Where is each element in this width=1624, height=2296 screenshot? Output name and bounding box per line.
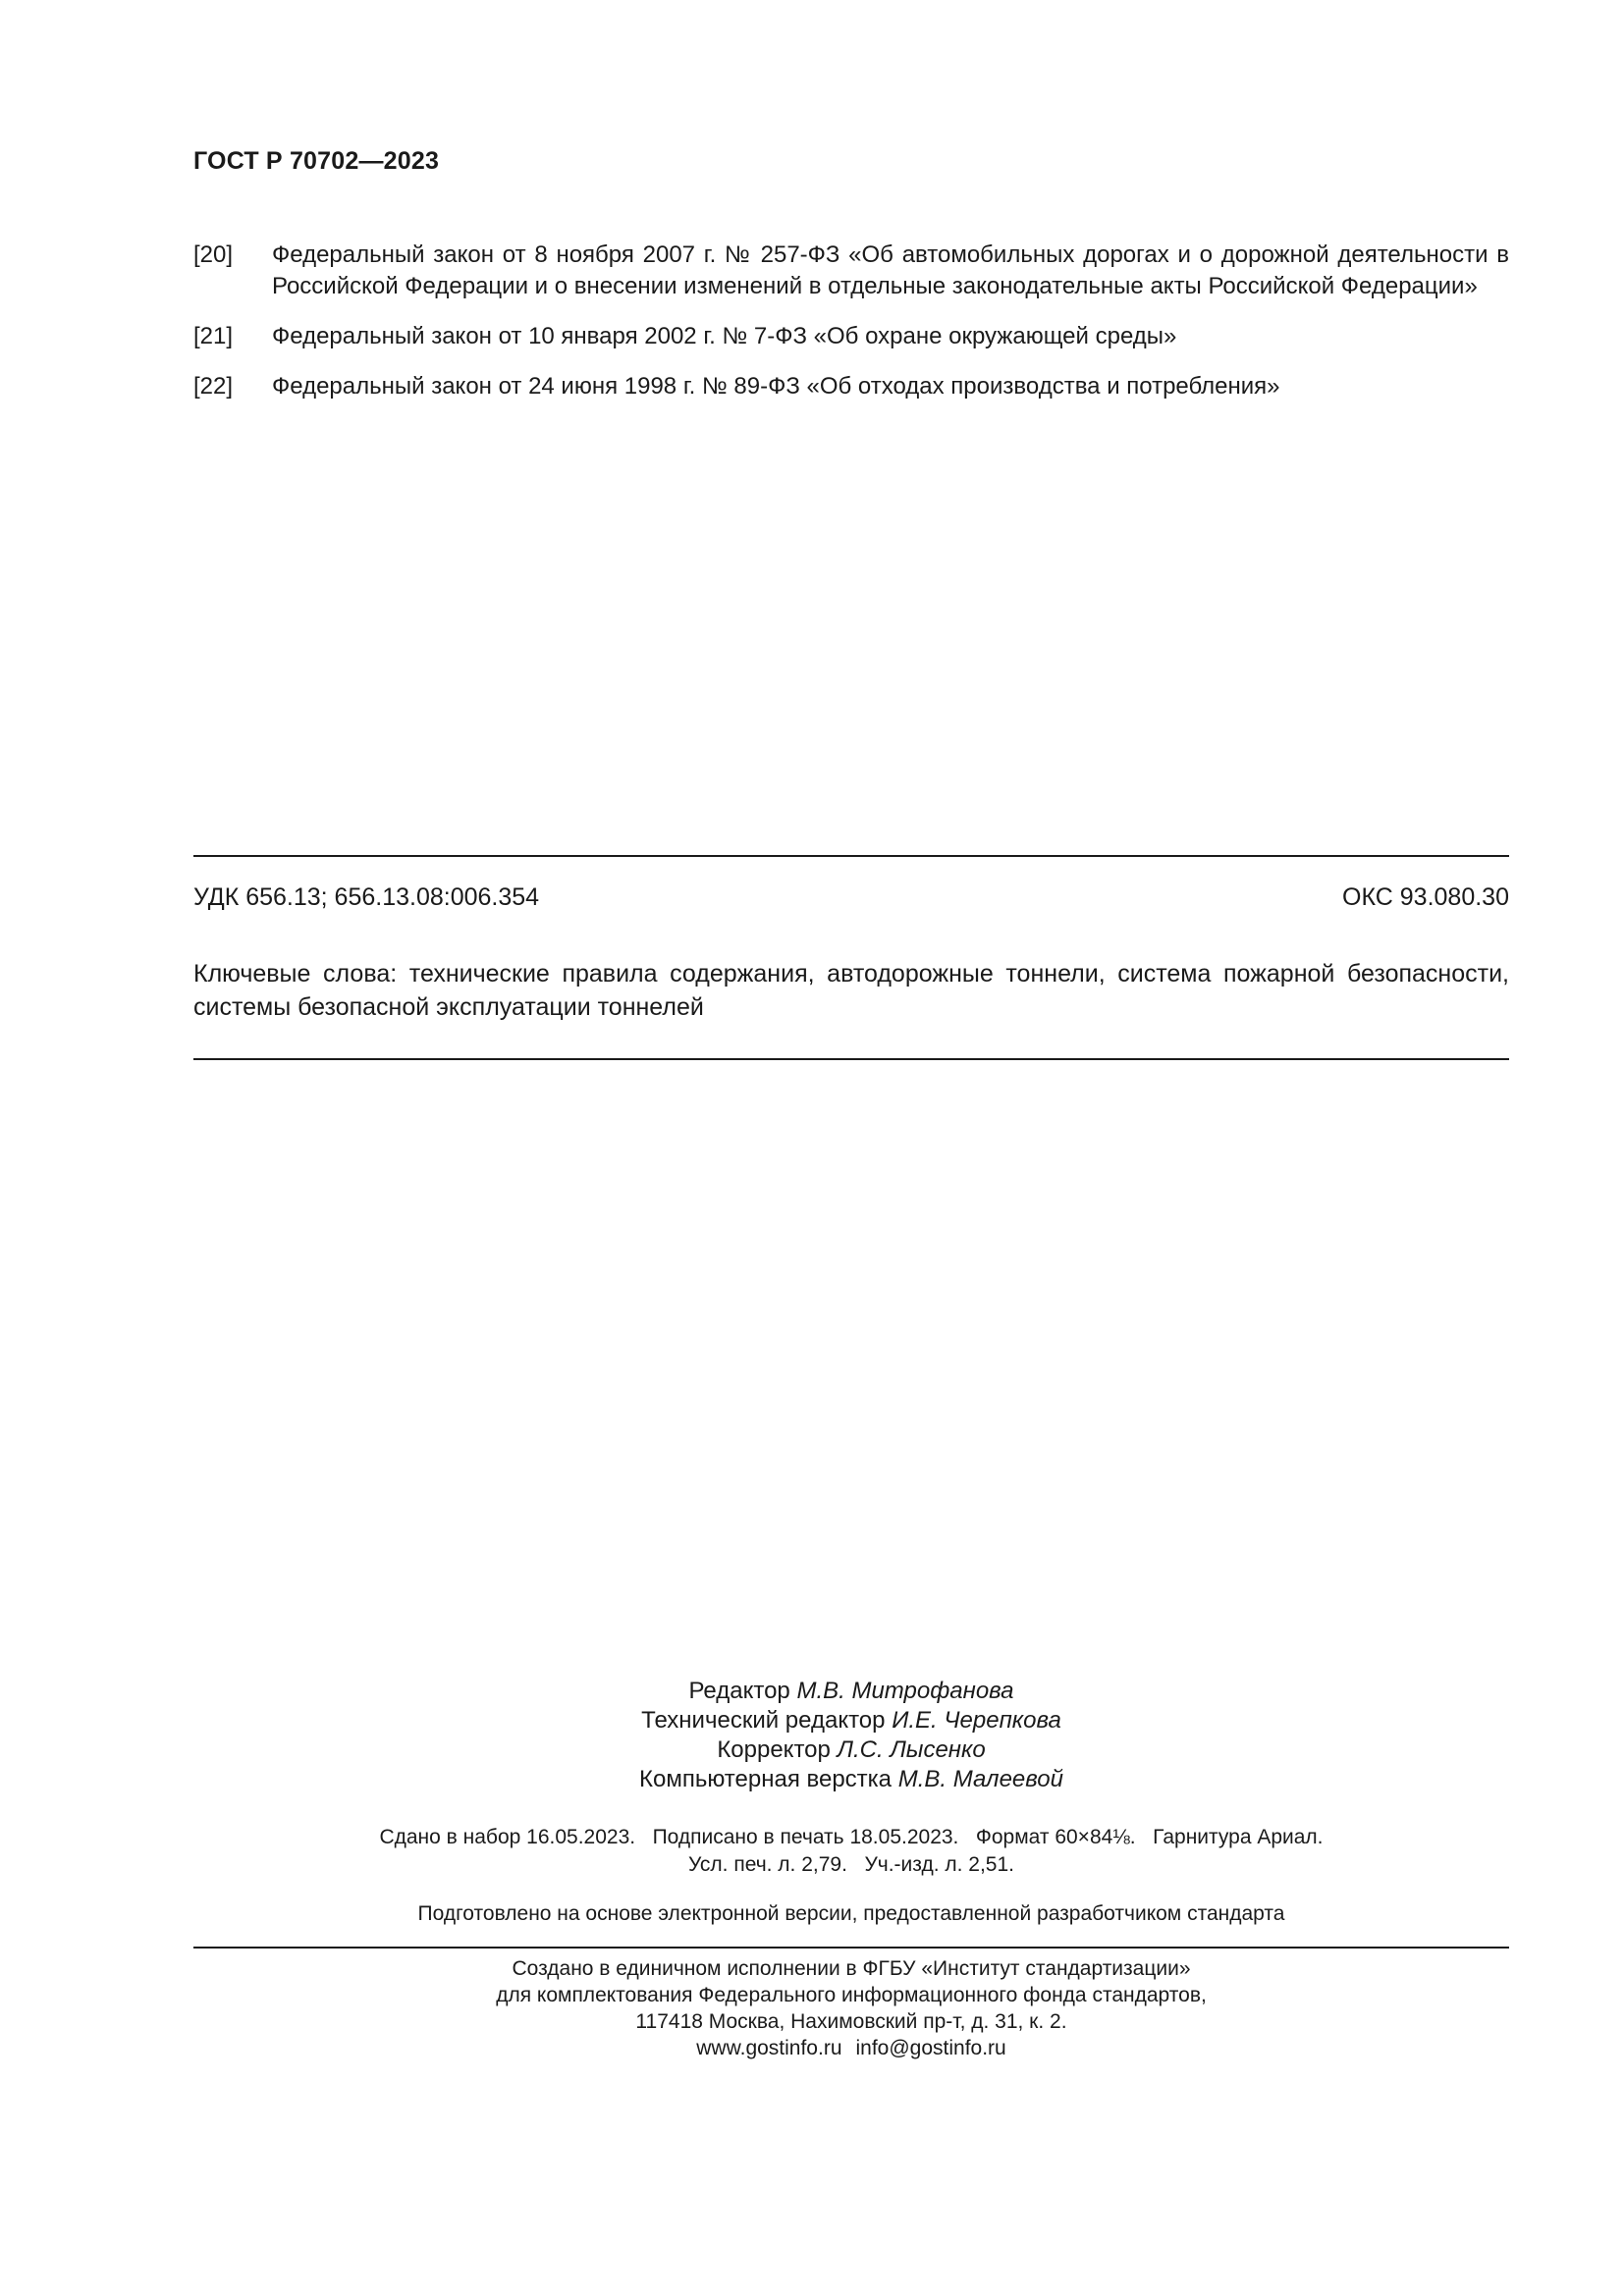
email-link[interactable]: info@gostinfo.ru (855, 2037, 1006, 2059)
divider-bottom (193, 1947, 1509, 1949)
publisher-line: Создано в единичном исполнении в ФГБУ «Институт стандартизации» (512, 1957, 1191, 1980)
reference-item (193, 371, 1509, 402)
credit-line (193, 1765, 1509, 1794)
reference-number: [20] (193, 241, 234, 268)
oks-code: ОКС 93.080.30 (1342, 883, 1509, 911)
credit-name: М.В. Митрофанова (796, 1678, 1014, 1704)
publisher-line: для комплектования Федерального информационного фонда стандартов, (496, 1984, 1207, 2006)
credit-line (193, 1706, 1509, 1735)
reference-text: Федеральный закон от 8 ноября 2007 г. № 257-ФЗ «Об автомобильных дорогах и о дорожной деятельности в Российской Федерации и о внесении изменений в отдельные законодательные акты Российской Федерации» (272, 241, 1509, 299)
print-info-line: Сдано в набор 16.05.2023. Подписано в печать 18.05.2023. Формат 60×84⅛. Гарнитура Ариал. (379, 1826, 1324, 1848)
publisher-block (193, 1955, 1509, 2061)
credit-role: Корректор (717, 1736, 831, 1763)
udk-code: УДК 656.13; 656.13.08:006.354 (193, 883, 540, 911)
reference-text: Федеральный закон от 24 июня 1998 г. № 89-ФЗ «Об отходах производства и потребления» (272, 373, 1280, 400)
reference-number: [22] (193, 373, 234, 400)
credits-block (193, 1677, 1509, 1794)
reference-text: Федеральный закон от 10 января 2002 г. № 7-ФЗ «Об охране окружающей среды» (272, 323, 1177, 349)
print-info-line: Усл. печ. л. 2,79. Уч.-изд. л. 2,51. (687, 1853, 1014, 1876)
references-list (193, 240, 1509, 421)
credit-role: Компьютерная верстка (639, 1766, 893, 1792)
print-info (193, 1824, 1509, 1879)
credit-name: М.В. Малеевой (897, 1766, 1063, 1792)
credit-line (193, 1735, 1509, 1765)
website-link[interactable]: www.gostinfo.ru (696, 2037, 842, 2059)
keywords-text: Ключевые слова: технические правила содержания, автодорожные тоннели, система пожарной безопасности, системы безопасной эксплуатации тоннелей (193, 960, 1509, 1021)
reference-item (193, 240, 1509, 302)
credit-line (193, 1677, 1509, 1706)
publisher-line: 117418 Москва, Нахимовский пр-т, д. 31, к. 2. (635, 2010, 1067, 2033)
credit-name: И.Е. Черепкова (892, 1707, 1061, 1734)
reference-number: [21] (193, 323, 234, 349)
reference-item (193, 321, 1509, 352)
divider-top (193, 855, 1509, 857)
credit-role: Редактор (688, 1678, 790, 1704)
page-header-standard-id: ГОСТ Р 70702—2023 (193, 147, 440, 175)
divider-middle (193, 1058, 1509, 1060)
prepared-note: Подготовлено на основе электронной версии, предоставленной разработчиком стандарта (417, 1902, 1285, 1925)
publisher-links (193, 2035, 1509, 2061)
credit-name: Л.С. Лысенко (837, 1736, 986, 1763)
credit-role: Технический редактор (641, 1707, 886, 1734)
